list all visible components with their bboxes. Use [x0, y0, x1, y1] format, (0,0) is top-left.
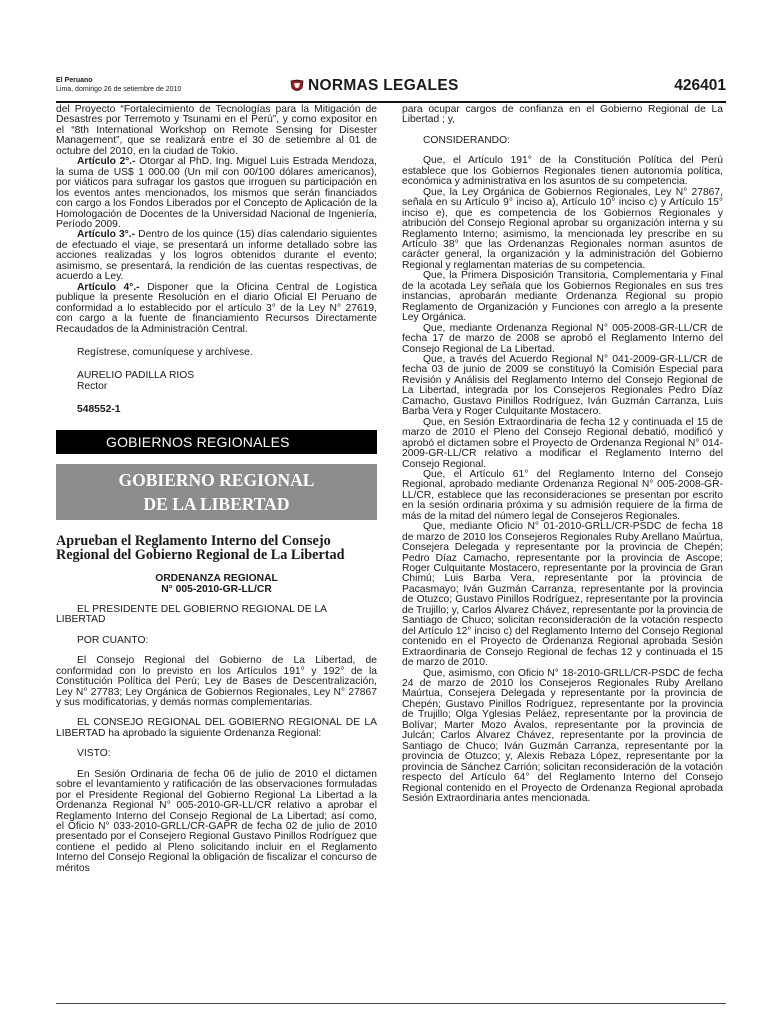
- closing-formula: Regístrese, comuníquese y archívese.: [77, 346, 253, 358]
- signer-name: AURELIO PADILLA RIOS: [77, 370, 195, 382]
- paragraph: En Sesión Ordinaria de fecha 06 de julio de 2010 el dictamen sobre el levantamiento y ratificación de las observaciones formuladas por el Presidente Regional del Gobierno Regional La Libertad a la Ordenanza Regional N° 005-2010-GR-LL/CR relativo a aprobar el Reglamento Interno del Consejo Regional de La Libertad; así como, el Oficio N° 033-2010-GRLL/CR-GAPR de fecha 02 de julio de 2010 presentado por el Consejero Regional Gustavo Pinillos Rodríguez que contiene el pedido al Pleno solicitando incluir en el Reglamento Interno del Consejo Regional la obligación de fiscalizar el concurso de méritos: [56, 768, 377, 874]
- paragraph: Que, el Artículo 191° de la Constitución Política del Perú establece que los Gobiernos Regionales tienen autonomía política, económica y administrativa en los asuntos de su competencia.: [402, 155, 723, 188]
- paragraph: Que, en Sesión Extraordinaria de fecha 12 y continuada el 15 de marzo de 2010 el Pleno del Consejo Regional debatió, modificó y aprobó el dictamen sobre el Proyecto de Ordenanza Regional N° 014-2009-GR-LL/CR relativo a modificar el Reglamento Interno del Consejo Regional.: [402, 416, 723, 470]
- paragraph: del Proyecto “Fortalecimiento de Tecnologías para la Mitigación de Desastres por Terremoto y Tsunami en el Perú”, y como expositor en el “8th International Workshop on Remote Sensing for Disester Management”, que se realizará entre el 30 de setiembre al 01 de octubre del 2010, en la ciudad de Tokio.: [56, 104, 377, 157]
- right-column: [402, 105, 723, 804]
- president-line: EL PRESIDENTE DEL GOBIERNO REGIONAL DE LA LIBERTAD: [56, 603, 327, 626]
- visto-heading: VISTO:: [77, 748, 111, 760]
- article-4: Artículo 4°.- Disponer que la Oficina Central de Logística publique la presente Resolución en el diario Oficial El Peruano de conformidad a lo establecido por el artículo 3° de la Ley N° 27619, con cargo a la fuente de financiamiento Recursos Directamente Recaudados de la Administración Central.: [56, 281, 377, 335]
- paragraph: Que, mediante Oficio N° 01-2010-GRLL/CR-PSDC de fecha 18 de marzo de 2010 los Consejeros Regionales Ruby Arellano Maúrtua, Consejera Delegada y representante por la provincia de Chepén; Pedro Díaz Camacho, representante por la provincia de Ascope; Roger Culquitante Mostacero, representante por la provincia de Gran Chimú; Luis Barba Vera, representante por la provincia de Pacasmayo; Iván Guzmán Carranza, representante por la provincia de Otuzco; Gustavo Pinillos Rodríguez, representante por la provincia de Trujillo; y, Carlos Álvarez Chávez, representante por la provincia de Santiago de Chuco; solicitan reconsideración de la votación respecto del Artículo 12° inciso c) del Reglamento Interno del Consejo Regional contenido en el Proyecto de Ordenanza Regional aprobada Sesión Extraordinaria de Consejo Regional de fechas 12 y continuada el 15 de marzo de 2010.: [402, 521, 723, 669]
- section-banner: GOBIERNOS REGIONALES: [56, 430, 377, 454]
- page-header: [56, 74, 726, 104]
- ordinance-heading: ORDENANZA REGIONAL N° 005-2010-GR-LL/CR: [155, 572, 278, 595]
- paragraph: El Consejo Regional del Gobierno de La Libertad, de conformidad con lo previsto en los Artículos 191° y 192° de la Constitución Política del Perú; Ley de Bases de Descentralización, Ley N° 27783; Ley Orgánica de Gobiernos Regionales, Ley N° 27867 y sus modificatorias, y demás normas complementarias.: [56, 655, 377, 708]
- reference-number: 548552-1: [77, 404, 121, 416]
- paragraph: Que, la Ley Orgánica de Gobiernos Regionales, Ley N° 27867, señala en su Artículo 9° inciso a), Artículo 10° inciso c) y Artículo 15° inciso e), que es competencia de los Gobiernos Regionales y atribución del Consejo Regional aprobar su organización interna y su Reglamento Interno; asimismo, la mencionada ley prescribe en su Artículo 38° que las Ordenanzas Regionales norman asuntos de carácter general, la organización y la administración del Gobierno Regional y reglamentan materias de su competencia.: [402, 186, 723, 271]
- section-title: NORMAS LEGALES: [308, 77, 459, 94]
- document-title: Aprueban el Reglamento Interno del Consejo Regional del Gobierno Regional de La Libertad: [56, 532, 345, 564]
- peru-coat-of-arms-icon: [289, 79, 305, 93]
- considerando-heading: CONSIDERANDO:: [423, 134, 510, 146]
- paragraph: para ocupar cargos de confianza en el Gobierno Regional de La Libertad ; y,: [402, 104, 723, 126]
- por-cuanto: POR CUANTO:: [77, 634, 149, 646]
- paragraph: Que, asimismo, con Oficio N° 18-2010-GRLL/CR-PSDC de fecha 24 de marzo de 2010 los Consejeros Regionales Ruby Arellano Maúrtua, Consejera Delegada y representante por la provincia de Chepén; Gustavo Pinillos Rodríguez, representante por la provincia de Trujillo; Olga Yglesias Peláez, representante por la provincia de Bolívar; Marter Mozo Ávalos, representante por la provincia de Julcán; Carlos Álvarez Chávez, representante por la provincia de Santiago de Chuco; Iván Guzmán Carranza, representante por la provincia de Otuzco; y, Alexis Rebaza López, representante por la provincia de Sánchez Carrión; solicitan reconsideración de la votación respecto del Artículo 64° del Reglamento Interno del Consejo Regional contenido en el Proyecto de Ordenanza Regional aprobada Sesión Extraordinaria antes mencionada.: [402, 667, 723, 804]
- paragraph: Que, mediante Ordenanza Regional N° 005-2008-GR-LL/CR de fecha 17 de marzo de 2008 se aprobó el Reglamento Interno del Consejo Regional de La Libertad.: [402, 322, 723, 355]
- paragraph: Que, la Primera Disposición Transitoria, Complementaria y Final de la acotada Ley señala que los Gobiernos Regionales en sus tres instancias, aprobarán mediante Ordenanza Regional su propio Reglamento de Organización y Funciones con arreglo a la presente Ley Orgánica.: [402, 270, 723, 324]
- signer-title: Rector: [77, 380, 108, 392]
- page-number: 426401: [674, 77, 726, 94]
- footer-divider: [56, 1003, 726, 1004]
- regional-government-heading: GOBIERNO REGIONAL DE LA LIBERTAD: [56, 464, 377, 520]
- publication-name: El Peruano: [56, 77, 93, 84]
- paragraph: Que, a través del Acuerdo Regional N° 041-2009-GR-LL/CR de fecha 03 de junio de 2009 se constituyó la Comisión Especial para Revisión y Análisis del Reglamento Interno del Consejo Regional de La Libertad, integrada por los Consejeros Regionales Pedro Díaz Camacho, Gustavo Pinillos Rodríguez, Iván Guzmán Carranza, Luis Barba Vera y Roger Culquitante Mostacero.: [402, 353, 723, 418]
- publication-date: Lima, domingo 26 de setiembre de 2010: [56, 86, 182, 93]
- article-3: Artículo 3°.- Dentro de los quince (15) días calendario siguientes de efectuado el viaje, se presentará un informe detallado sobre las acciones realizadas y los logros obtenidos durante el evento; asimismo, se presentará, la rendición de las cuentas respectivas, de acuerdo a Ley.: [56, 229, 377, 283]
- header-divider: [56, 101, 726, 103]
- paragraph: Que, el Artículo 61° del Reglamento Interno del Consejo Regional, aprobado mediante Ordenanza Regional N° 005-2008-GR-LL/CR, establece que las reconsideraciones se presentan por escrito en la sesión ordinaria próxima y su admisión requiere de la firma de más de la mitad del número legal de Consejeros Regionales.: [402, 468, 723, 522]
- paragraph: EL CONSEJO REGIONAL DEL GOBIERNO REGIONAL DE LA LIBERTAD ha aprobado la siguiente Ordenanza Regional:: [56, 717, 377, 739]
- article-2: Artículo 2°.- Otorgar al PhD. Ing. Miguel Luis Estrada Mendoza, la suma de US$ 1 000.00 (Un mil con 00/100 dólares americanos), por viáticos para sufragar los gastos que irroguen su participación en los eventos antes mencionados, los mismos que serán financiados con cargo a los Fondos Liberados por el Concepto de Aplicación de la Homologación de Docentes de la Universidad Nacional de Ingeniería, Período 2009.: [56, 156, 377, 230]
- left-column: [56, 105, 377, 874]
